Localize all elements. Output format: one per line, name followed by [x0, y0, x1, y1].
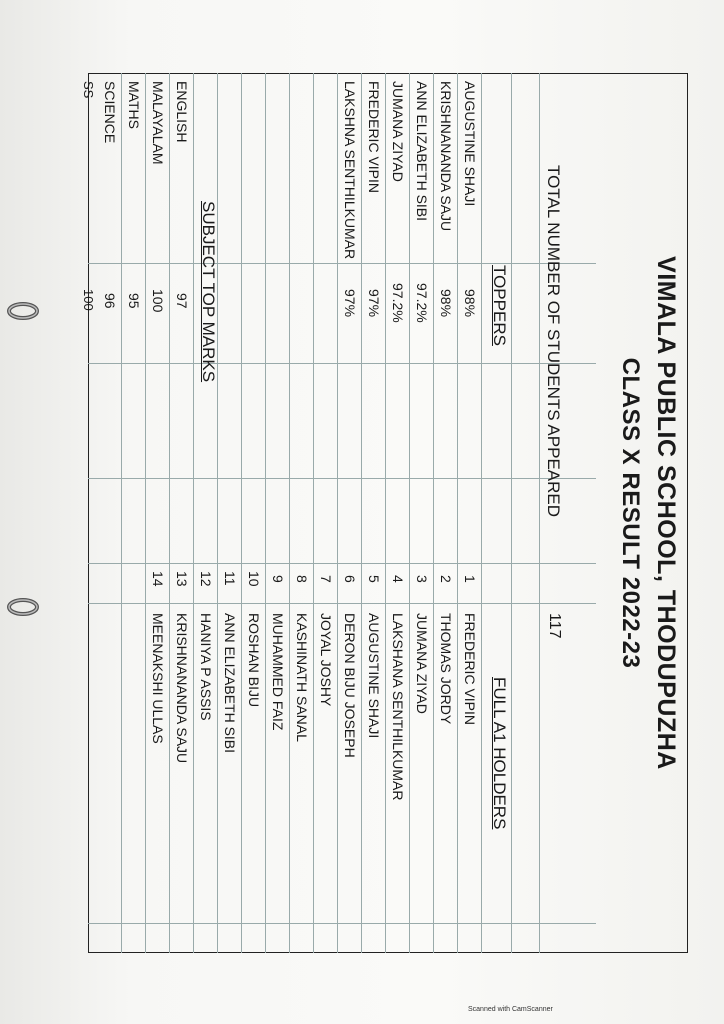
subject-name: SCIENCE — [102, 81, 118, 144]
grid-line — [433, 73, 434, 953]
a1-serial: 6 — [342, 575, 358, 583]
grid-line — [289, 73, 290, 953]
students-appeared-label: TOTAL NUMBER OF STUDENTS APPEARED — [544, 165, 563, 518]
a1-name: THOMAS JORDY — [438, 613, 454, 725]
grid-line — [88, 478, 596, 479]
students-appeared-value: 117 — [546, 613, 563, 639]
topper-name: KRISHNANANDA SAJU — [438, 81, 454, 232]
toppers-heading: TOPPERS — [490, 265, 509, 346]
a1-serial: 9 — [270, 575, 286, 583]
a1-serial: 7 — [318, 575, 334, 583]
grid-line — [241, 73, 242, 953]
a1-name: AUGUSTINE SHAJI — [366, 613, 382, 739]
a1-serial: 14 — [150, 571, 166, 587]
a1-serial: 12 — [198, 571, 214, 587]
topper-name: ANN ELIZABETH SIBI — [414, 81, 430, 222]
a1-serial: 8 — [294, 575, 310, 583]
a1-name: KASHINATH SANAL — [294, 613, 310, 742]
a1-name: FREDERIC VIPIN — [462, 613, 478, 726]
subject-mark: 95 — [126, 293, 142, 309]
grid-line — [409, 73, 410, 953]
a1-serial: 10 — [246, 571, 262, 587]
subject-mark: 100 — [81, 289, 96, 311]
a1-serial: 4 — [390, 575, 406, 583]
grid-line — [88, 563, 596, 564]
a1-serial: 2 — [438, 575, 454, 583]
a1-serial: 11 — [222, 571, 238, 586]
binder-ring-icon — [6, 300, 40, 322]
a1-name: HANIYA P ASSIS — [198, 613, 214, 721]
a1-holders-heading: FULL A1 HOLDERS — [490, 677, 509, 830]
grid-line — [457, 73, 458, 953]
subject-name: MATHS — [126, 81, 142, 129]
a1-name: JOYAL JOSHY — [318, 613, 334, 707]
grid-line — [88, 263, 596, 264]
topper-percent: 98% — [438, 289, 454, 318]
topper-percent: 97% — [366, 289, 382, 318]
binder-ring-icon — [6, 596, 40, 618]
a1-serial: 1 — [462, 575, 478, 583]
a1-name: MEENAKSHI ULLAS — [150, 613, 166, 744]
topper-name: FREDERIC VIPIN — [366, 81, 382, 194]
subject-name: ENGLISH — [174, 81, 190, 143]
result-grid — [81, 73, 596, 953]
a1-name: ROSHAN BIJU — [246, 613, 262, 708]
subject-mark: 100 — [150, 289, 166, 313]
grid-line — [121, 73, 122, 953]
subject-mark: 96 — [102, 293, 118, 309]
grid-line — [265, 73, 266, 953]
grid-line — [385, 73, 386, 953]
a1-name: KRISHNANANDA SAJU — [174, 613, 190, 764]
topper-name: JUMANA ZIYAD — [390, 81, 406, 182]
a1-name: LAKSHANA SENTHILKUMAR — [390, 613, 406, 801]
grid-line — [88, 363, 596, 364]
grid-line — [337, 73, 338, 953]
a1-serial: 13 — [174, 571, 190, 587]
subject-top-heading: SUBJECT TOP MARKS — [199, 201, 218, 383]
grid-line — [88, 603, 596, 604]
grid-line — [481, 73, 482, 953]
grid-line — [539, 73, 540, 953]
topper-percent: 98% — [462, 289, 478, 318]
grid-line — [88, 923, 596, 924]
topper-name: LAKSHNA SENTHILKUMAR — [342, 81, 358, 260]
grid-line — [313, 73, 314, 953]
grid-line — [145, 73, 146, 953]
result-subtitle: CLASS X RESULT 2022-23 — [617, 357, 644, 669]
topper-percent: 97.2% — [390, 283, 406, 323]
subject-name: MALAYALAM — [150, 81, 166, 165]
grid-line — [169, 73, 170, 953]
scanner-watermark: Scanned with CamScanner — [468, 1006, 553, 1013]
school-title: VIMALA PUBLIC SCHOOL, THODUPUZHA — [652, 256, 680, 770]
a1-serial: 5 — [366, 575, 382, 583]
a1-serial: 3 — [414, 575, 430, 583]
subject-mark: 97 — [174, 293, 190, 309]
grid-line — [511, 73, 512, 953]
subject-name: SS — [81, 81, 96, 99]
a1-name: DERON BIJU JOSEPH — [342, 613, 358, 758]
a1-name: MUHAMMED FAIZ — [270, 613, 286, 731]
result-sheet — [81, 73, 688, 953]
grid-line — [361, 73, 362, 953]
grid-line — [193, 73, 194, 953]
topper-name: AUGUSTINE SHAJI — [462, 81, 478, 207]
a1-name: ANN ELIZABETH SIBI — [222, 613, 238, 754]
topper-percent: 97% — [342, 289, 358, 318]
topper-percent: 97.2% — [414, 283, 430, 323]
a1-name: JUMANA ZIYAD — [414, 613, 430, 714]
